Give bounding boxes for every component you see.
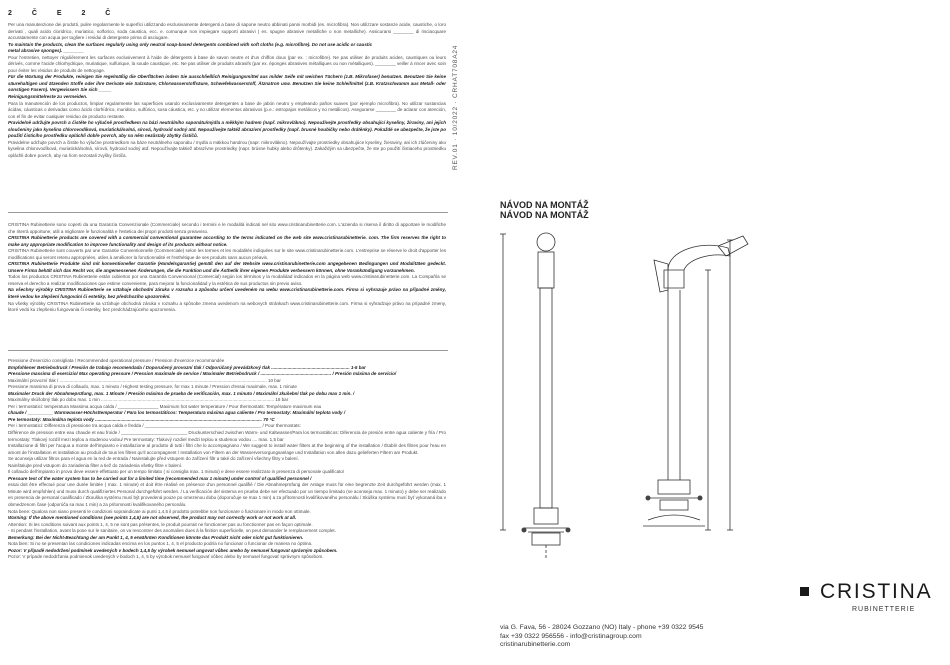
footer-contact: fax +39 0322 956556 - info@cristinagroup.com xyxy=(500,632,642,640)
ball-top xyxy=(537,233,555,251)
footer-website[interactable]: cristinarubinetterie.com xyxy=(500,641,571,649)
technical-paragraph: Empfohlener Betriebsdruck / Presión de trabajo recomendada / Doporučený provozní tlak / Odporúčaný prevádzkový tlak .............................................................. 1-5 bar xyxy=(8,364,366,370)
handle xyxy=(654,260,668,292)
base-collar xyxy=(534,508,558,524)
faucet-drawing xyxy=(498,230,938,610)
text-column xyxy=(8,0,448,665)
spout-blade xyxy=(718,236,748,256)
assembly-title-cz: NÁVOD NA MONTÁŽ xyxy=(500,200,589,210)
warranty-section xyxy=(8,222,446,314)
technical-paragraph: Nota bien: Si no se presentan las condiciones indicadas encima en los puntos 1, 4, 5 el producto podría no funcionar o funcionar de manera no óptima. xyxy=(8,541,313,547)
technical-paragraph: Bemerkung: Bei der Nicht-Beachtung der am Punkt 1, 4, 5 erwähnten Konditionen könnte das Produkt nicht oder nicht gut funktionieren. xyxy=(8,534,304,540)
technical-paragraph: Maximaler Druck der Abnahmeprüfung, max. 1 Minute / Presión máxima de prueba de verificación, max. 1 minuto / Maximální zkušební tlak po dobu max 1 min. / xyxy=(8,390,355,396)
warranty-paragraph: CRISTINA Rubinetterie sont couverts par une Garantie Conventionnelle (Commerciale) selon les termes et les modalités indiquées sur le site www.cristinarubinetterie.com. L'entreprise se réserve le droit d'apporter les modifications qui seront retenu appropriées, utiles à améliorer la fonctionnalité et l'esthétique de ses produits sans aucun préavis. xyxy=(8,248,446,260)
maintenance-paragraph: Per una manutenzione dei prodotti, pulire regolarmente le superfici utilizzando esclusivamente detergenti a base di sapone neutro abbinati panni morbidi (es. microfibra). Non utilizzare sostanze acide, caustiche, o loro derivati , quali acido cloridrico, muriatico, solforico, soda caustica, ecc. e. comunque non impiegare supporti abrasivi ( es. spugne abrasive metalliche o non metalliche). Assicurarsi ________ di risciacquare accuratamente con acqua per togliere i residui di detergente prima di asciugare. xyxy=(8,22,446,41)
technical-paragraph: Pozor: V případě nedodržení podmínek uvedených v bodech 1,4,5 by výrobek nemusel ungovat vůbec anebo by nemusel fungovat správným způsobem. xyxy=(8,547,338,553)
technical-paragraph: Nota bene: Qualora non siano presenti le condizioni sopraindicate ai punti 1,4,5 il prodotto potrebbe non funzionare o funzionare in modo non ottimale. xyxy=(8,508,311,514)
technical-paragraph: Il collaudo dell'impianto in prova deve essere effettuato per un tempo limitato ( si consiglia max. 1 minuto) e deve essere realizzato in presenza di personale qualificato/ xyxy=(8,469,345,475)
technical-paragraph: Pre termostaty: Maximálna teplota vody .................................................................................................................................... 70 °C xyxy=(8,416,275,422)
technical-paragraph: - Si pendant l'installation, avant la pose sur le sanitaire, on va rencontrer des anomalies dues à la finition superficielle, on peut demander le remplacement complet. xyxy=(8,528,336,534)
technical-paragraph: Warning: If the above mentioned conditions (see points 1,4,5) are not observed, the product may not correctly work or not work at all. xyxy=(8,515,297,521)
technical-paragraph: Per i termostatici: temperatura Massima acqua calda / ________________ Maximum hot water temperature / Pour thermostats: Température maximum eau xyxy=(8,403,322,409)
maintenance-paragraph: To maintain the products, clean the surfaces regularly using only neutral soap-based detergents combined with soft cloths (e.g. microfibre). Do not use acidic or caustic xyxy=(8,41,373,47)
maintenance-paragraph: Pour l'entretien, nettoyer régulièrement les surfaces exclusivement à l'aide de détergents à base de savon neutre et d'un chiffon doux (par ex. : microfibre). Ne pas utiliser de produits acides, caustiques ou leurs dérivés, comme l'acide chlorhydrique, muriatique, sulfurique, la soude caustique, etc. Ne pas utiliser de produits abrasifs (par ex. éponges abrasives métalliques ou non métalliques). ________ veiller à rincer avec soin pour éviter les résidus de produits de nettoyage. xyxy=(8,54,446,73)
footer-address: via G. Fava, 56 - 28024 Gozzano (NO) Italy - phone +39 0322 9545 xyxy=(500,624,704,631)
column-pipe xyxy=(540,288,552,508)
maintenance-paragraph: metal abrasive sponges). ________ xyxy=(8,48,84,54)
assembly-title xyxy=(500,200,589,220)
maintenance-paragraph: Para la manutención de los productos, limpiar regularmente las superficies usando exclusivamente detergentes a base de jabón neutro y empleando paños suaves (por ejemplo microfibra). No utilizar sustancias ácidas, cáusticas o derivadas como ácido clorhídrico, muriático, sulfúrico, sosa cáustica, etc. y no utilizar elementos abrasivos (p.e.: estropajos metálicos y no metálicos). Asegurarse ________ de aclarar con atención, con el fin de evitar cualquier residuo de producto restante. xyxy=(8,100,446,119)
technical-section xyxy=(8,358,446,561)
technical-paragraph: Pozor: V prípade nedodržania podmienok uvedených v bodoch 1, 4, 5 by výrobok nemusel fungovať vôbec alebo by nemusel fungovať správnym spôsobom. xyxy=(8,554,324,560)
maintenance-paragraph: Pravidelně udržujte povrch a čistěte ho výlučně prostředkem na bázi neutrálního saponátu/mýdla a měkkým hadrem (např. mikrovlákno). Nepoužívejte prostředky obsahující kyseliny, žíraviny, ani jejich sloučeniny jako kyselina chlorovodíková, muriatická/solná, sírová, hydroxid sodný atd. Nepoužívejte taktéž abrazivní prostředky (např. brusné houbičky nebo drátěnky). Pokaždé se ubezpečte, že jste po použití čisticího prostředku opláchli dobře povrch, aby na něm nezůstaly zbytky čističů. xyxy=(8,120,446,139)
logo-subtitle: RUBINETTERIE xyxy=(852,606,916,613)
technical-paragraph: Attention: Si les conditions suivant aux points 1, 4, 5 ne sont pas présentes, le produit pourrait ne fonctionner pas ou fonctionner pas en façon optimale. xyxy=(8,521,313,527)
maintenance-paragraph: Für die Wartung der Produkte, reinigen Sie regelmäßig die Oberflächen indem Sie ausschließlich Reinigungsmittel aus milder Seife mit weichen Tüchern (z.B. Mikrofaser) benutzen. Benutzen Sie keine säurehaltigen und ätzenden Stoffe oder ihre Derivate wie Salzsäure, Chlorwasserstoffsäure, Schwefelwasserstoff, Ätznatron usw. Benutzen Sie keine Schleifmittel (z.B. Kratzschwamm aus Metall- oder sonstigen Fasern). Vergewissern Sie sich _____ xyxy=(8,74,446,93)
warranty-paragraph: CRISTINA Rubinetterie products are covered with a commercial conventional guarantee according to the terms indicated on the web site www.cristinarubinetterie. com. The firm reserves the right to make any appropriate modification to improve functionality and design of its products without notice. xyxy=(8,235,446,247)
technical-paragraph: Différence de pression entre eau chaude et eau froide / __________________________ Druckunterschied zwischen Warm- und Kaltwasser/Para los termostáticos: Diferencia de presión entre agua caliente y fría / Pro termostaty: Tlakový rozdíl mezi teplou a studenou vodou/ Pre termostaty: Tlakový rozdiel medzi teplou a studenou vodou .... max. 1,5 bar xyxy=(8,430,446,442)
warranty-paragraph: CRISTINA Rubinetterie Produkte sind mit konventioneller Garantie (Handelsgarantie) gemäß den auf der Website www.cristinarubinetterie.com angegebenen Bedingungen und Modalitäten gedeckt. Unsere Firma behält sich das Recht vor, die angemessenen Änderungen, die die Funktion und die Ästhetik ihrer eigenen Produkte verbessern können, ohne Vorankündigung vorzunehmen. xyxy=(8,261,446,273)
technical-paragraph: Installazione di filtri per l'acqua a monte dell'impianto e installazione al prodotto di tutti i filtri che lo accompagnano / We suggest to install water filters at the beginning of the installation / Établir des filtres pour l'eau en amont de l'installation et installation au produit de tous les filtres qu'il accompagnent / Installation von Filtern an der Wasserversorgungsanlage und Installation von allen dazu gelieferten Filtern am Produkt. xyxy=(8,443,446,455)
technical-paragraph: Maximální provozní tlak / .................................................................................................................................................................... 10 bar xyxy=(8,377,281,383)
divider-2 xyxy=(8,350,448,351)
warranty-paragraph: CRISTINA Rubinetterie sono coperti da una Garanzia Convenzionale (Commerciale) secondo i termini e le modalità indicati nel sito www.cristinarubinetterie.com. L'azienda si riserva il diritto di apportare le modifiche che riterrà opportune, utili a migliorare le funzionalità e l'estetica dei propri prodotti senza preavviso. xyxy=(8,222,446,234)
technical-paragraph: Pressione massima di prova di collaudo, max. 1 minuto / Highest testing pressure, for max 1 minute / Pression d'essai maximale, max. 1 minute xyxy=(8,384,297,390)
warranty-paragraph: Na všetky výrobky CRISTINA Rubinetterie sa vzťahuje obchodná záruka v rozsahu a spôsobe zmena uvedenom na webovych stránkach www.cristinarubinetterie.com. Firma si vyhradzuje právo na prípadné zmeny, ktoré vedú ku zlepšeniu fungovania či estetiky, bez predchádzajúceho upozornenia. xyxy=(8,300,446,313)
revision-code: REV.01 · 10/2022 · CRHAT708A24 xyxy=(452,44,459,170)
maintenance-section xyxy=(8,22,446,159)
technical-paragraph: Maximálny skúšobný tlak po dobu max. 1 min ......................................................................................................................................... 16 bar xyxy=(8,397,289,403)
company-footer xyxy=(500,624,703,650)
header-glyphs: 2 Č E 2 Č xyxy=(8,10,120,17)
technical-paragraph: Per i termostatici: Differenza di pressione tra acqua calda e fredda / ______________________________________________ / Pour thermostats: xyxy=(8,423,301,429)
maintenance-paragraph: Pravidelne udržujte povrch a čistite ho výlučne prostriedkom na báze neutrálneho saponátu / mydla a mäkkou handrou (napr. mikrovlákno). Nepoužívajte prostriedky obsahujúce kyseliny, žieraviny, ani ich zlúčeniny ako kyselina chlorovodíková, muriatická/solná, sírová, hydroxid sodný atď. Nepoužívajte taktiež abrazívne prostriedky (napr. brúsne hubky alebo drôtenky). Zakaždým sa ubezpečte, že ste po použití čistiaceho prostriedku opláchli dobre povrch, aby na ňom nezostali zvyšky čističa. xyxy=(8,139,446,158)
assembly-title-sk: NÁVOD NA MONTÁŽ xyxy=(500,210,589,220)
warranty-paragraph: Na všechny výrobky CRISTINA Rubinetterie se vztahuje obchodní záruka v rozsahu a způsobu určení uvedeném na webu www.cristinarubinetterie.com. Firma si vyhrazuje právo na případné změny, které vedou ke zlepšení fungování či estetiky, bez předchozího upozornění. xyxy=(8,287,446,300)
upper-pipe xyxy=(538,252,554,288)
technical-paragraph: Pressure test of the water system has to be carried out for a limited time (recommended max 1 minute) under control of qualified personnel / xyxy=(8,475,312,481)
maintenance-paragraph: Reinigungsmittelreste zu vermeiden. xyxy=(8,94,88,100)
technical-paragraph: Nainštalujte pred vstupom do zariadenia filter a tiež do zariadenia všetky filtre v balení. xyxy=(8,462,183,468)
brand-logo xyxy=(800,580,940,620)
warranty-paragraph: Todos los productos CRISTINA Rubinetterie están cubiertos por una Garantía Convencional (Comercial) según los términos y la modalidad indicados en la página web www.cristinarubinetterie.com. La Compañía se reserva el derecho a realizar modificaciones que estime conveniente, para mejorar la funcionalidad y la estética de sus productos sin previo aviso. xyxy=(8,274,446,286)
logo-square xyxy=(800,587,809,596)
technical-paragraph: Pressione massima di esercizio/ Max operating pressure / Pression maximale de service / Maximaler Betriebsdruck / ........................................................ / Presión máxima de servicio/ xyxy=(8,371,397,377)
technical-paragraph: Se aconseja utilizar filtros para el agua en la red de entrada / Nainstalujte před vstupem do zařízení filtr a také do zařízení všechny filtry v balení. xyxy=(8,456,299,462)
technical-paragraph: Pressione d'esercizio consigliata / Recommended operational pressure / Pression d'exercice recommandée xyxy=(8,358,225,363)
technical-paragraph: chaude / __________ Warmwasser-Höchsttemperatur / Para los termostáticos: Temperatura máxima agua caliente / Pro termostaty: Maximální teplota vody / xyxy=(8,410,346,416)
logo-name: CRISTINA xyxy=(820,580,933,603)
divider-1 xyxy=(8,212,448,213)
technical-paragraph: essai doit être effectué pour une durée limitée ( max. 1 minute) et doit être réalisé en présence d'un personnel qualifié / Die Abnahmeprüfung der Anlage muss für eine begrenzte Zeit durchgeführt werden (max. 1 Minute wird empfohlen) und muss durch qualifiziertes Personal durchgeführt werden. / La verificación del sistema en prueba debe ser efectuado por un tiempo limitado (se aconseja max. 1 minuto) y debe ser realizado en presencia de personal cualificado / Zkouška systému musí být provedená pouze po omezenou dobu (doporučuje se max 1 min) a za přítomnosti kvalifikovaného personálu / Skúška systému musí byť vykonaná iba v obmedzenom čase (odporúča sa max 1 min) a za prítomnosti kvalifikovaného personálu. xyxy=(8,482,446,508)
